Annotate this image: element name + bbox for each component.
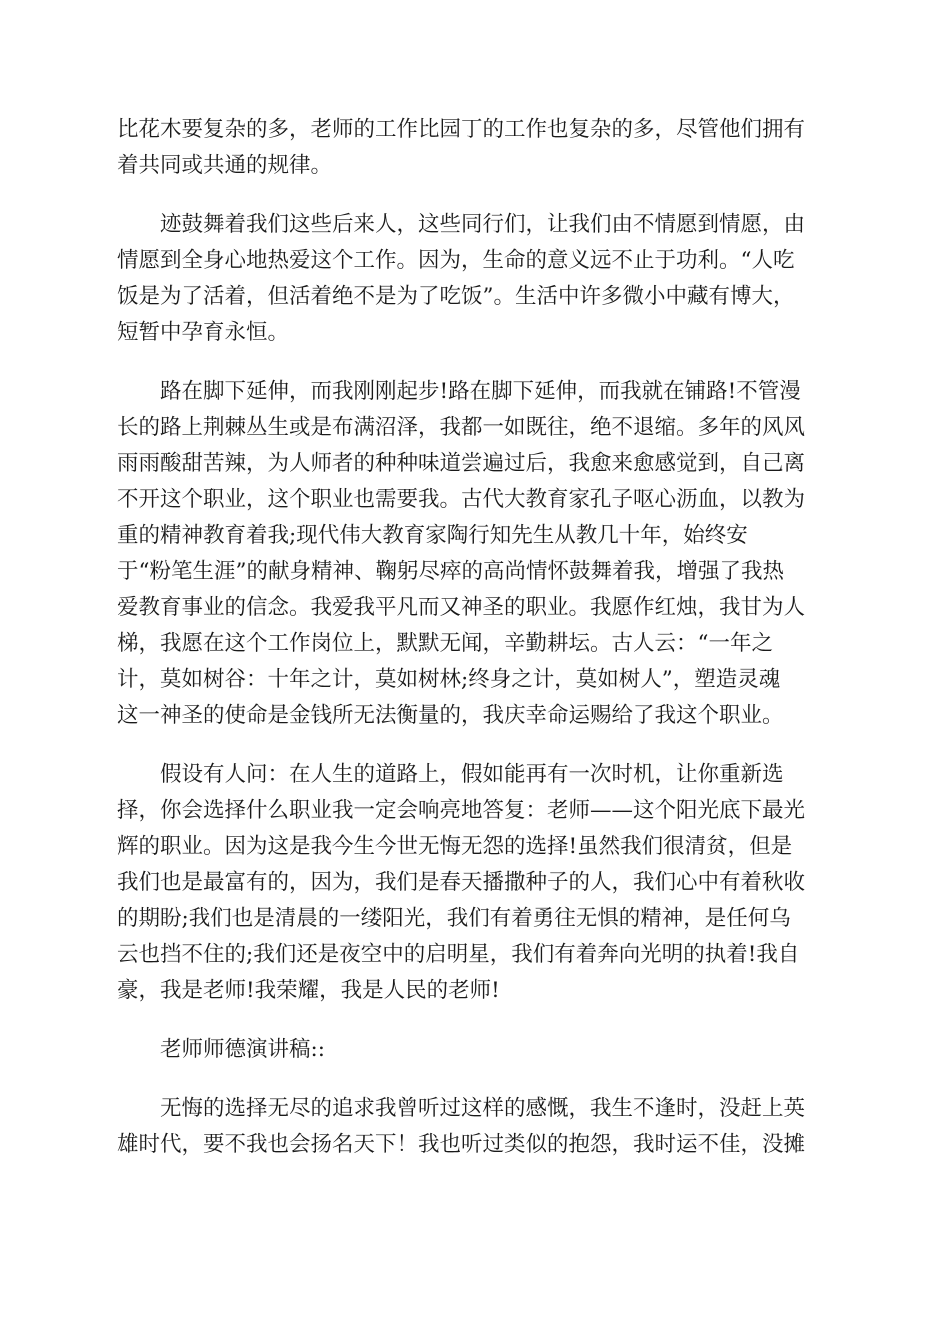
paragraph-2 <box>117 207 833 351</box>
document-body <box>117 112 833 1186</box>
paragraph-3 <box>117 374 833 734</box>
text-line: 雨雨酸甜苦辣，为人师者的种种味道尝遍过后，我愈来愈感觉到，自己离 <box>117 451 806 476</box>
text-line: 于“粉笔生涯”的献身精神、鞠躬尽瘁的高尚情怀鼓舞着我，增强了我热 <box>117 559 784 584</box>
text-line: 长的路上荆棘丛生或是布满沼泽，我都一如既往，绝不退缩。多年的风风 <box>117 415 806 440</box>
text-line: 梯，我愿在这个工作岗位上，默默无闻，辛勤耕坛。古人云：“一年之 <box>117 631 773 656</box>
text-line: 不开这个职业，这个职业也需要我。古代大教育家孔子呕心沥血，以教为 <box>117 487 806 512</box>
text-line: 短暂中孕育永恒。 <box>117 320 290 345</box>
text-line: 着共同或共通的规律。 <box>117 153 333 178</box>
text-line: 雄时代，要不我也会扬名天下！我也听过类似的抱怨，我时运不佳，没摊 <box>117 1132 806 1157</box>
heading-line: 老师师德演讲稿:: <box>117 1037 325 1062</box>
paragraph-1 <box>117 112 833 184</box>
text-line: 择，你会选择什么职业我一定会响亮地答复：老师——这个阳光底下最光 <box>117 798 806 823</box>
text-line: 比花木要复杂的多，老师的工作比园丁的工作也复杂的多，尽管他们拥有 <box>117 117 806 142</box>
text-line: 云也挡不住的;我们还是夜空中的启明星，我们有着奔向光明的执着!我自 <box>117 942 800 967</box>
text-line: 的期盼;我们也是清晨的一缕阳光，我们有着勇往无惧的精神，是任何乌 <box>117 906 791 931</box>
section-heading <box>117 1032 833 1068</box>
text-line: 迹鼓舞着我们这些后来人，这些同行们，让我们由不情愿到情愿，由 <box>117 212 806 237</box>
text-line: 计，莫如树谷：十年之计，莫如树林;终身之计，莫如树人”，塑造灵魂 <box>117 667 781 692</box>
text-line: 无悔的选择无尽的追求我曾听过这样的感慨，我生不逢时，没赶上英 <box>117 1096 806 1121</box>
text-line: 路在脚下延伸，而我刚刚起步!路在脚下延伸，而我就在铺路!不管漫 <box>117 379 801 404</box>
text-line: 辉的职业。因为这是我今生今世无悔无怨的选择!虽然我们很清贫，但是 <box>117 834 793 859</box>
text-line: 情愿到全身心地热爱这个工作。因为，生命的意义远不止于功利。“人吃 <box>117 248 795 273</box>
paragraph-5 <box>117 1091 833 1163</box>
paragraph-4 <box>117 757 833 1009</box>
text-line: 我们也是最富有的，因为，我们是春天播撒种子的人，我们心中有着秋收 <box>117 870 806 895</box>
text-line: 豪，我是老师!我荣耀，我是人民的老师! <box>117 978 500 1003</box>
text-line: 这一神圣的使命是金钱所无法衡量的，我庆幸命运赐给了我这个职业。 <box>117 703 784 728</box>
text-line: 重的精神教育着我;现代伟大教育家陶行知先生从教几十年，始终安 <box>117 523 748 548</box>
text-line: 假设有人问：在人生的道路上，假如能再有一次时机，让你重新选 <box>117 762 784 787</box>
text-line: 饭是为了活着，但活着绝不是为了吃饭”。生活中许多微小中藏有博大， <box>117 284 795 309</box>
text-line: 爱教育事业的信念。我爱我平凡而又神圣的职业。我愿作红烛，我甘为人 <box>117 595 806 620</box>
